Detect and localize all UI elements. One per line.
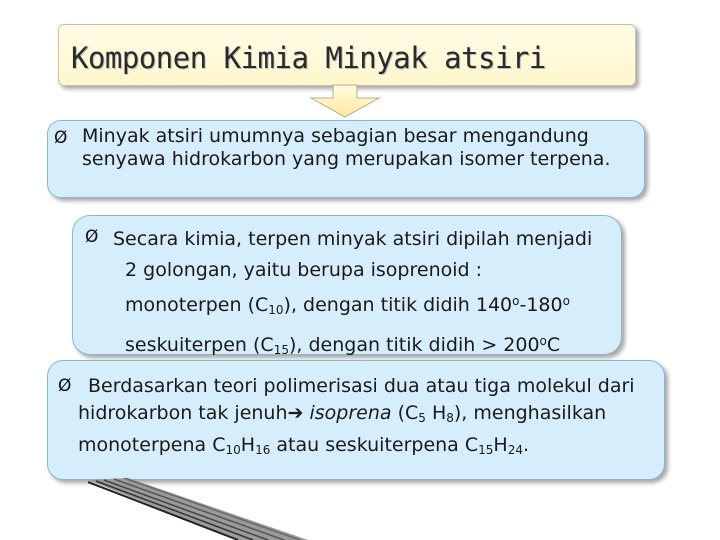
- down-arrow-icon: [305, 84, 385, 118]
- monoterpen-line: [113, 286, 621, 326]
- arrowhead-bullet-icon: Ø: [85, 227, 99, 247]
- text: (C: [391, 402, 419, 424]
- info-box-2: [72, 215, 622, 355]
- subscript: 24: [507, 443, 523, 457]
- box3-line-3: [78, 432, 664, 464]
- text: H: [493, 434, 508, 456]
- box2-line-2: 2 golongan, yaitu berupa isoprenoid :: [125, 259, 483, 281]
- subscript: 10: [225, 443, 241, 457]
- text: monoterpen (C: [125, 294, 269, 316]
- text: -180: [519, 294, 563, 316]
- text: hidrokarbon tak jenuh: [78, 402, 288, 424]
- arrowhead-bullet-icon: Ø: [54, 128, 68, 148]
- superscript: o: [539, 334, 547, 348]
- superscript: o: [562, 294, 570, 308]
- text: ), dengan titik didih 140: [283, 294, 513, 316]
- arrowhead-bullet-icon: Ø: [58, 376, 72, 396]
- info-box-3: [47, 360, 665, 480]
- info-box-1: [47, 120, 645, 198]
- text: ), menghasilkan: [453, 402, 607, 424]
- text: atau seskuiterpena C: [270, 434, 479, 456]
- subscript: 5: [418, 411, 426, 425]
- isoprena-term: isoprena: [309, 402, 392, 424]
- text: .: [523, 434, 530, 456]
- text: ), dengan titik didih > 200: [288, 334, 540, 356]
- diagonal-stripes-decoration: [88, 478, 308, 540]
- text: H: [240, 434, 256, 456]
- box1-line-2: senyawa hidrokarbon yang merupakan isomer terpena.: [82, 148, 611, 170]
- subscript: 8: [446, 411, 454, 425]
- box1-line-1: Minyak atsiri umumnya sebagian besar mengandung: [82, 125, 589, 147]
- text: H: [425, 402, 447, 424]
- subscript: 15: [273, 343, 289, 357]
- box2-line-1: Secara kimia, terpen minyak atsiri dipilah menjadi: [113, 228, 593, 250]
- subscript: 10: [268, 303, 284, 317]
- text: monoterpena C: [78, 434, 226, 456]
- superscript: o: [512, 294, 520, 308]
- right-arrow-icon: ➔: [287, 402, 304, 424]
- subscript: 15: [478, 443, 494, 457]
- subscript: 16: [255, 443, 271, 457]
- title-box: [58, 24, 636, 86]
- box3-line-1: Berdasarkan teori polimerisasi dua atau tiga molekul dari: [88, 375, 635, 397]
- text: seskuiterpen (C: [125, 334, 274, 356]
- page-title: Komponen Kimia Minyak atsiri: [71, 41, 546, 75]
- box3-line-2: [78, 400, 664, 432]
- text: C: [546, 334, 561, 356]
